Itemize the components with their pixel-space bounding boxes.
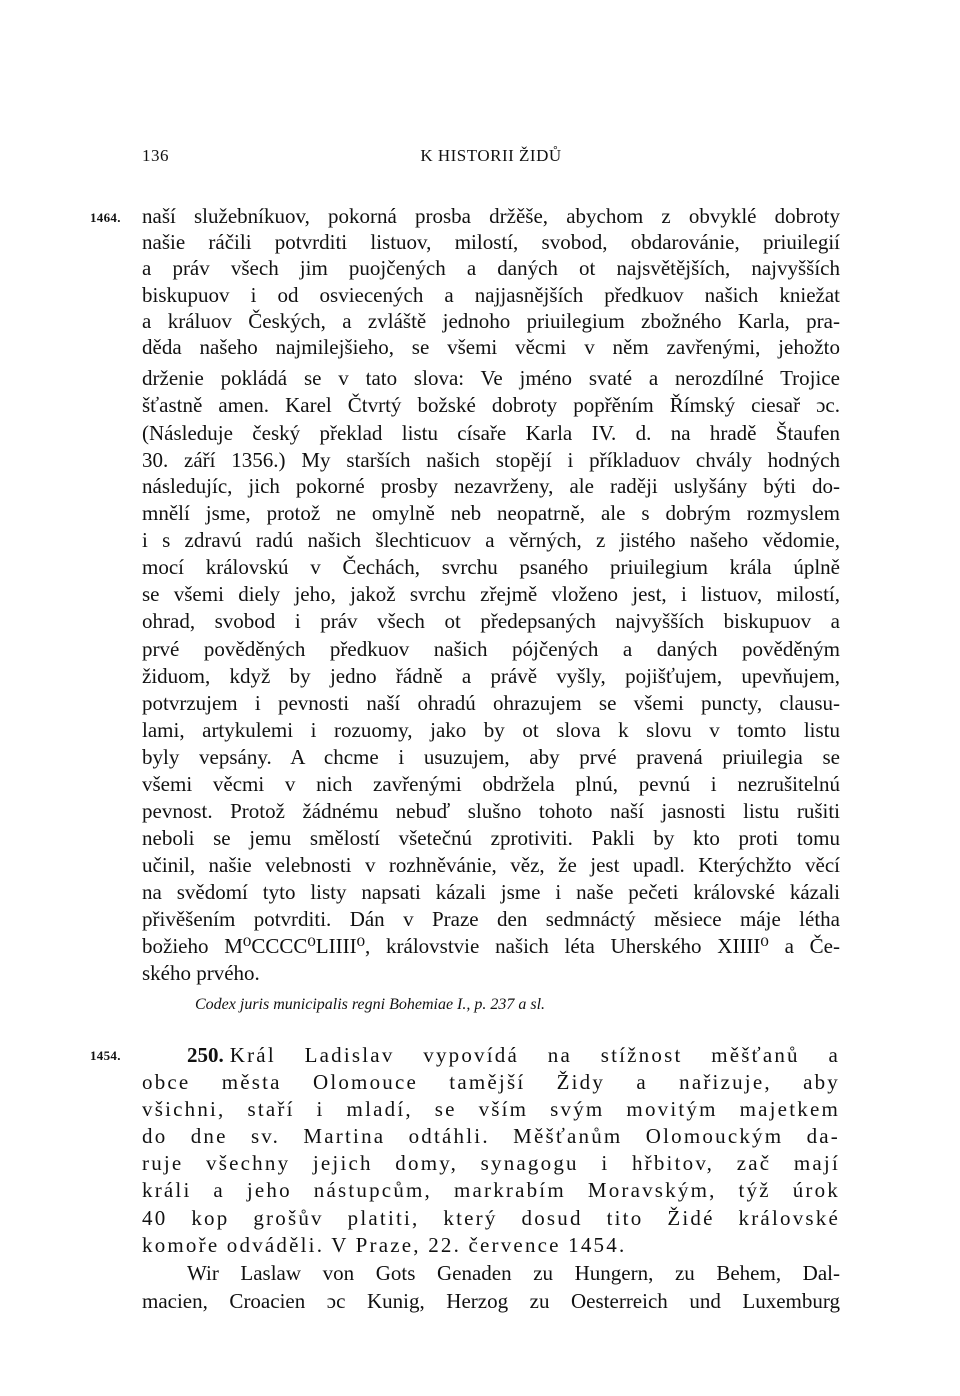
summary-line: všichni, staří i mladí, se vším svým movitým majetkem xyxy=(142,1097,840,1121)
text-line: 30. září 1356.) My starších našich stopějí i příkladuov chvály hodných xyxy=(142,448,840,472)
margin-year-1464: 1464. xyxy=(90,210,121,225)
text-line: božieho M⁰CCCC⁰LIIII⁰, královstvie našich léta Uherského XIIII⁰ a Če- xyxy=(142,934,840,958)
text-line: všemi věcmi v nich zavřenými obdržela plnú, pevnú i nezrušitelnú xyxy=(142,772,840,796)
text-line: děda našeho najmilejšieho, se všemi věcmi v něm zavřenými, jehožto xyxy=(142,335,840,359)
summary-line: 40 kop grošův platiti, který dosud tito Židé královské xyxy=(142,1206,840,1230)
text-line: se všemi diely jeho, jakož svrchu zřejmě vloženo jest, i listuov, milostí, xyxy=(142,582,840,606)
text-line: biskupuov i od osviecených a najjasnějších předkuov našich kniežat xyxy=(142,283,840,307)
text-line: neboli se jemu smělostí všetečnú zprotiviti. Pakli by kto proti tomu xyxy=(142,826,840,850)
text-line: mocí královskú v Čechách, svrchu psaného priuilegium krála úplně xyxy=(142,555,840,579)
text-line: a králuov Českých, a zvláště jednoho priuilegium zbožného Karla, pra- xyxy=(142,309,840,333)
text-line: pevnost. Protož žádnému nebuď slušno tohoto naší jasnosti listu rušiti xyxy=(142,799,840,823)
text-line: následujíc, jich pokorné prosby nezavrženy, ale raději uslyšány býti do- xyxy=(142,474,840,498)
summary-line xyxy=(142,1042,840,1068)
margin-year-1454: 1454. xyxy=(90,1048,121,1063)
text-line: mnělí jsme, protož ne omylně neb neopatrně, ale s dobrým rozmyslem xyxy=(142,501,840,525)
text-line: našie ráčili potvrditi listuov, milostí, svobod, obdarovánie, priuilegií xyxy=(142,230,840,254)
text-line: prvé pověděných předkuov našich pójčených a daných pověděným xyxy=(142,637,840,661)
summary-line: do dne sv. Martina odtáhli. Měšťanům Olomouckým da- xyxy=(142,1124,840,1148)
text-line: byly vepsány. A chcme i usuzujem, aby prvé pravená priuilegia se xyxy=(142,745,840,769)
page-header xyxy=(142,146,840,170)
text-line: (Následuje český překlad listu císaře Karla IV. d. na hradě Štaufen xyxy=(142,421,840,445)
text-line: ohrad, svobod i práv všech ot předepsaných najvyšších biskupuov a xyxy=(142,609,840,633)
citation: Codex juris municipalis regni Bohemiae I., p. 237 a sl. xyxy=(195,996,546,1013)
text-line: drženie pokládá se v tato slova: Ve jméno svaté a nerozdílné Trojice xyxy=(142,366,840,390)
text-line: šťastně amen. Karel Čtvrtý božské dobroty popřěním Římský ciesař ɔc. xyxy=(142,393,840,417)
text-line: na svědomí tyto listy napsati kázali jsme i naše pečeti královské kázali xyxy=(142,880,840,904)
text-line: i s zdravú radú našich šlechticuov a věrných, z jistého našeho vědomie, xyxy=(142,528,840,552)
summary-line: obce města Olomouce tamější Židy a nařizuje, aby xyxy=(142,1070,840,1094)
text-line: lami, artykulemi i rozuomy, jako by ot slova k slovu v tomto listu xyxy=(142,718,840,742)
text-line: židuom, když by jedno řádně a právě vyšly, pojišťujem, upevňujem, xyxy=(142,664,840,688)
text-line: potvrzujem i pevnosti naší ohradú ohrazujem se všemi puncty, clausu- xyxy=(142,691,840,715)
summary-line: králi a jeho nástupcům, markrabím Moravským, týž úrok xyxy=(142,1178,840,1202)
running-title: K HISTORII ŽIDŮ xyxy=(420,146,562,165)
text-line: a práv všech jim puojčených a daných ot najsvětějších, najvyšších xyxy=(142,256,840,280)
page-number: 136 xyxy=(142,146,169,165)
text-line: přivěšením potvrditi. Dán v Praze den sedmnáctý měsiece máje létha xyxy=(142,907,840,931)
text-line: macien, Croacien ɔc Kunig, Herzog zu Oesterreich und Luxemburg xyxy=(142,1289,840,1313)
text-line: ského prvého. xyxy=(142,961,260,985)
document-number: 250. xyxy=(187,1043,224,1067)
text-line: učinil, našie velebnosti v rozhněvánie, věz, že jest upadl. Kterýchžto věcí xyxy=(142,853,840,877)
summary-line: komoře odváděli. V Praze, 22. července 1454. xyxy=(142,1233,627,1257)
summary-text: Král Ladislav vypovídá na stížnost měšťanů a xyxy=(229,1043,840,1067)
summary-line: ruje všechny jejich domy, synagogu i hřbitov, zač mají xyxy=(142,1151,840,1175)
text-line: naší služebníkuov, pokorná prosba držěše, abychom z obvyklé dobroty xyxy=(142,204,840,228)
text-line: Wir Laslaw von Gots Genaden zu Hungern, zu Behem, Dal- xyxy=(187,1261,840,1285)
